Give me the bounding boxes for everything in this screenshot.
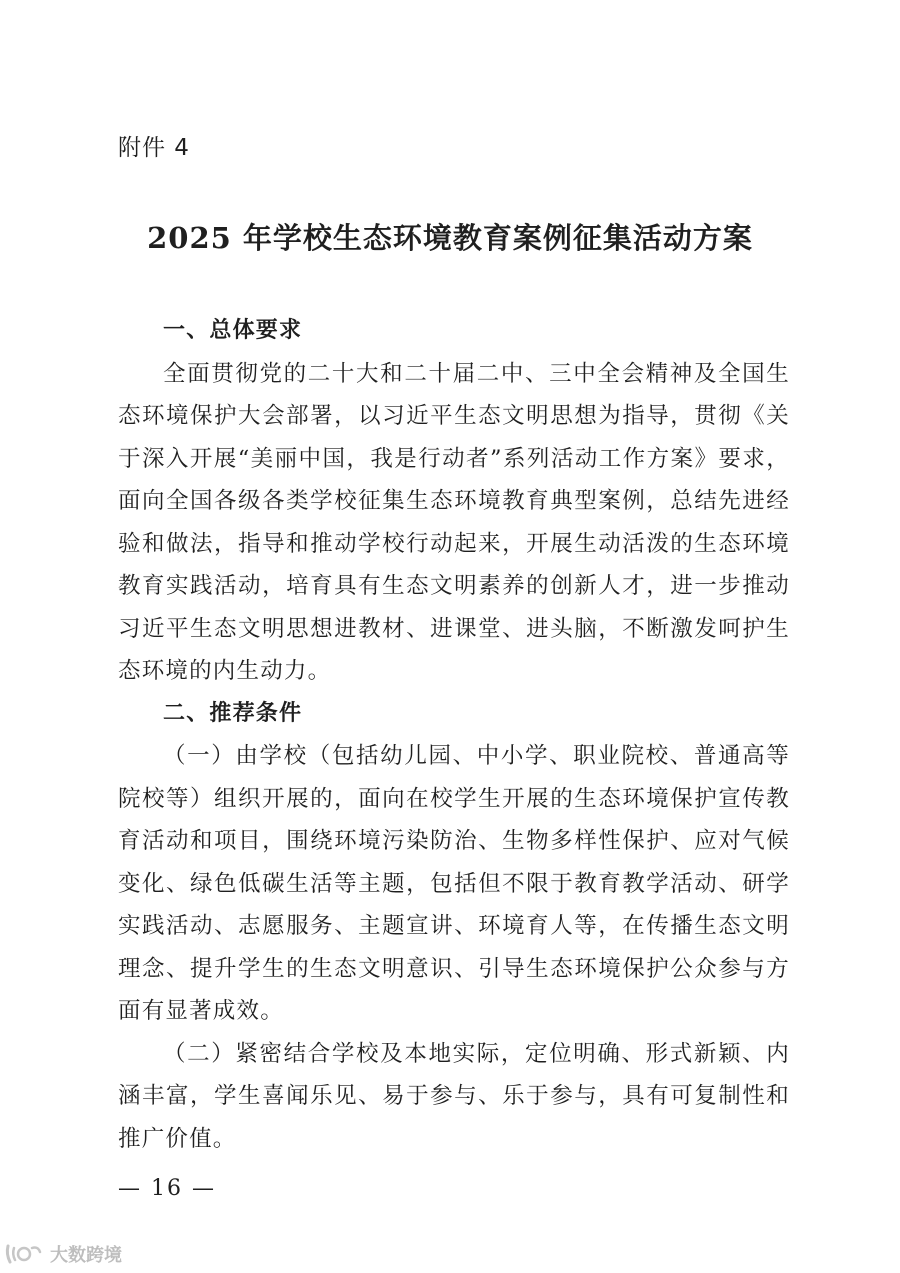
paragraph: （二）紧密结合学校及本地实际，定位明确、形式新颖、内涵丰富，学生喜闻乐见、易于参与、乐于参与，具有可复制性和推广价值。	[118, 1040, 790, 1152]
paragraph: 全面贯彻党的二十大和二十届二中、三中全会精神及全国生态环境保护大会部署，以习近平生态文明思想为指导，贯彻《关于深入开展“美丽中国，我是行动者”系列活动工作方案》要求，面向全国各级各类学校征集生态环境教育典型案例，总结先进经验和做法，指导和推动学校行动起来，开展生动活泼的生态环境教育实践活动，培育具有生态文明素养的创新人才，进一步推动习近平生态文明思想进教材、进课堂、进头脑，不断激发呵护生态环境的内生动力。	[118, 360, 790, 684]
watermark	[4, 1240, 122, 1268]
attachment-label: 附件 4	[118, 135, 190, 161]
page-number: — 16 —	[118, 1176, 216, 1201]
watermark-text: 大数跨境	[50, 1245, 122, 1266]
section-heading-general-requirements: 一、总体要求	[163, 318, 303, 343]
section-heading-recommendation-criteria: 二、推荐条件	[163, 700, 303, 726]
document-title: 2025 年学校生态环境教育案例征集活动方案	[147, 221, 753, 255]
brand-logo-icon	[4, 1242, 44, 1266]
document-body	[118, 310, 790, 1160]
paragraph: （一）由学校（包括幼儿园、中小学、职业院校、普通高等院校等）组织开展的，面向在校学生开展的生态环境保护宣传教育活动和项目，围绕环境污染防治、生物多样性保护、应对气候变化、绿色低碳生活等主题，包括但不限于教育教学活动、研学实践活动、志愿服务、主题宣讲、环境育人等，在传播生态文明理念、提升学生的生态文明意识、引导生态环境保护公众参与方面有显著成效。	[118, 743, 790, 1024]
